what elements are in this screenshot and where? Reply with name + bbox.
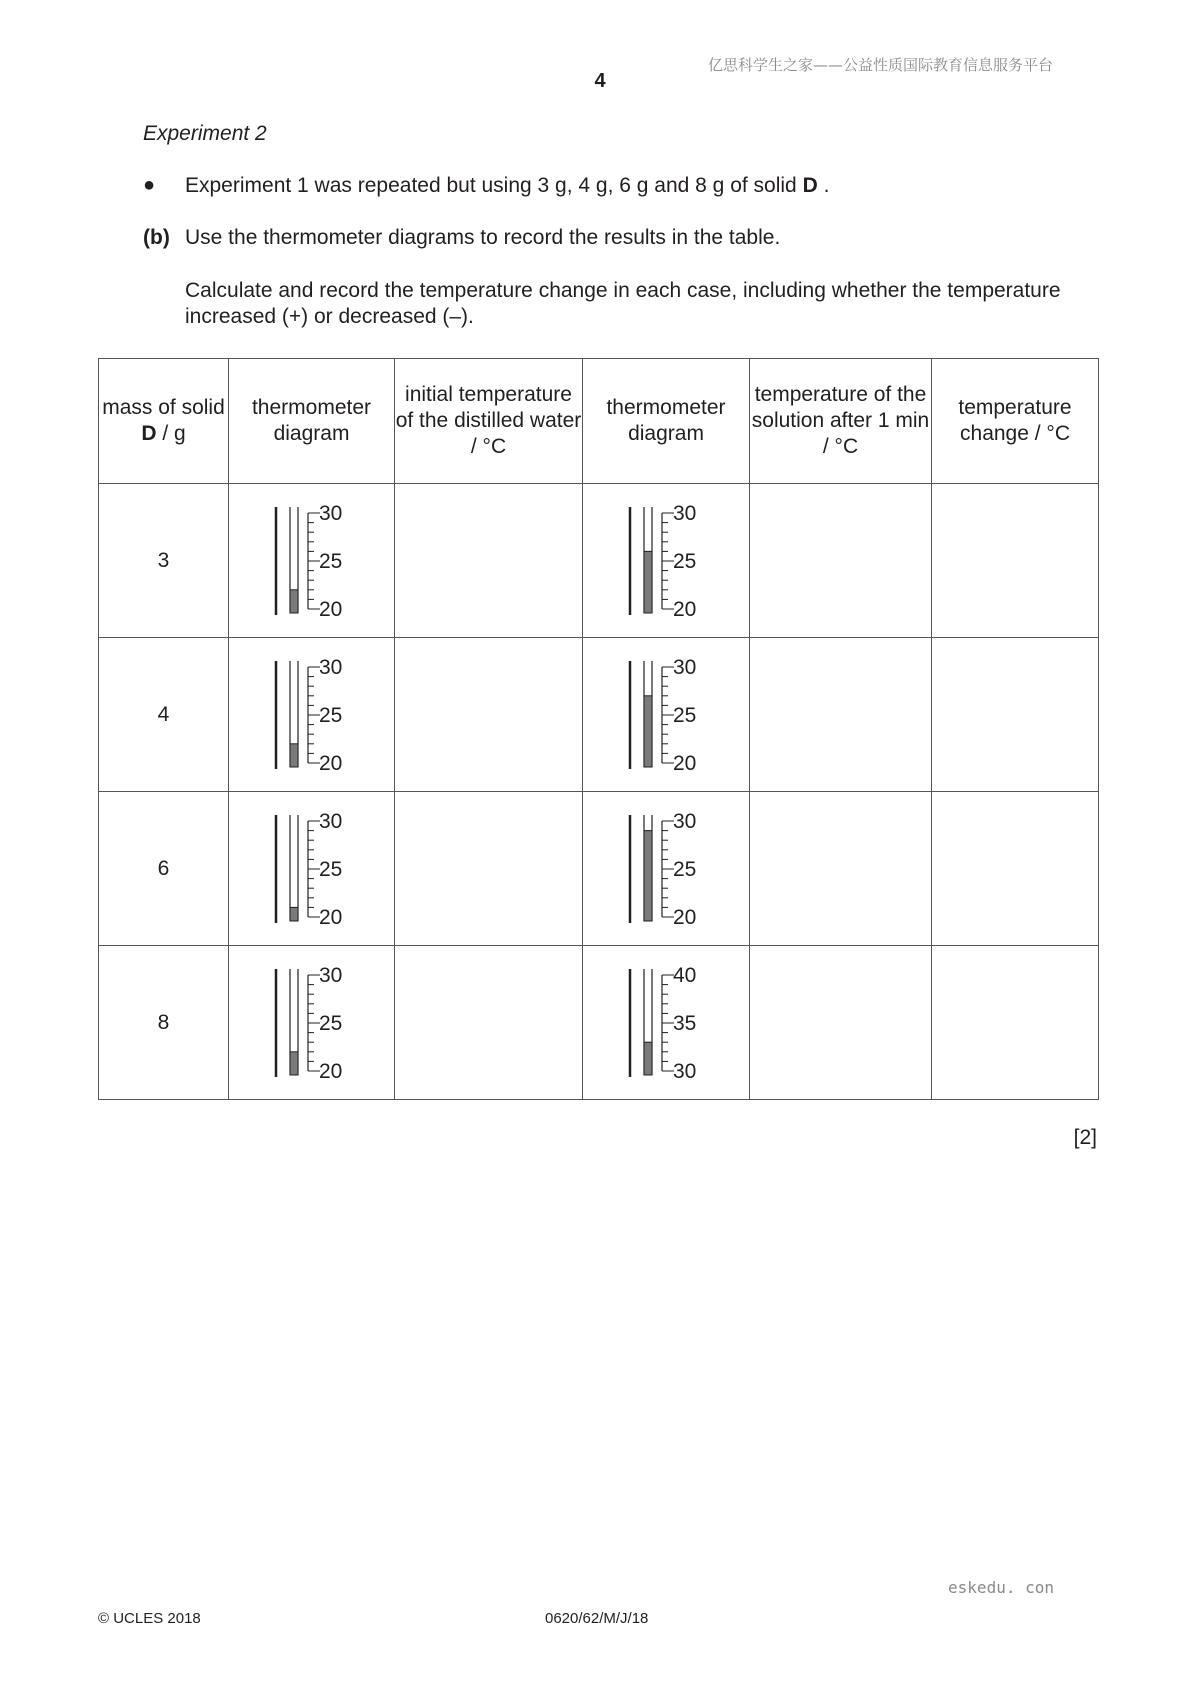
table-row [99,792,1099,946]
initial-temperature-answer[interactable] [395,484,583,638]
thermometer-initial-cell [229,792,395,946]
scale-label: 25 [673,857,697,881]
thermometer-final-4 [626,655,706,775]
scale-label: 20 [318,905,342,929]
mercury-column [644,1042,652,1075]
scale-label: 25 [318,703,342,727]
temperature-change-answer[interactable] [932,792,1099,946]
scale-label: 30 [318,501,342,525]
thermometer-final-cell [583,484,750,638]
scale-label: 20 [673,905,697,929]
mercury-column [290,1051,298,1074]
scale-label: 25 [673,549,697,573]
header-mass-text: mass of solid [102,396,225,419]
scale-label: 30 [318,963,342,987]
header-thermometer-initial: thermometer diagram [229,359,395,484]
thermometer-initial-cell [229,946,395,1100]
mass-cell: 4 [99,638,229,792]
initial-temperature-answer[interactable] [395,946,583,1100]
table-row [99,946,1099,1100]
scale-label: 35 [673,1011,697,1035]
temperature-after-answer[interactable] [750,946,932,1100]
mercury-column [290,907,298,921]
marks-allocation: [2] [1073,1126,1097,1149]
temperature-after-answer[interactable] [750,484,932,638]
initial-temperature-answer[interactable] [395,792,583,946]
mercury-column [290,743,298,766]
mass-cell: 6 [99,792,229,946]
temperature-after-answer[interactable] [750,638,932,792]
thermometer-final-3 [626,501,706,621]
experiment-title: Experiment 2 [143,122,267,145]
mercury-column [644,830,652,920]
mercury-column [644,551,652,613]
thermometer-final-cell [583,946,750,1100]
mercury-column [644,695,652,766]
scale-label: 30 [673,655,697,679]
scale-label: 20 [318,751,342,775]
temperature-change-answer[interactable] [932,638,1099,792]
part-label: (b) [143,226,170,249]
table-header-row [99,359,1099,484]
temperature-change-answer[interactable] [932,484,1099,638]
scale-label: 30 [673,501,697,525]
header-mass-d: D [141,422,157,445]
thermometer-final-6 [626,809,706,929]
header-temperature-after: temperature of the solution after 1 min / °C [750,359,932,484]
scale-label: 30 [318,809,342,833]
experiment-description [185,174,829,198]
scale-label: 40 [673,963,697,987]
mercury-column [290,589,298,612]
scale-label: 20 [673,751,697,775]
mass-cell: 3 [99,484,229,638]
thermometer-initial-cell [229,484,395,638]
scale-label: 30 [673,1059,697,1083]
table-row [99,484,1099,638]
scale-label: 30 [673,809,697,833]
thermometer-final-cell [583,638,750,792]
scale-label: 25 [318,1011,342,1035]
header-initial-temperature: initial temperature of the distilled water / °C [395,359,583,484]
paper-code: 0620/62/M/J/18 [545,1610,649,1627]
initial-temperature-answer[interactable] [395,638,583,792]
page-number: 4 [594,70,606,92]
solid-d-label: D [802,174,818,197]
bullet-icon: ● [143,174,156,196]
thermometer-final-8 [626,963,706,1083]
thermometer-final-cell [583,792,750,946]
experiment-description-end: . [817,174,830,197]
thermometer-initial-cell [229,638,395,792]
header-mass [99,359,229,484]
thermometer-initial-4 [272,655,352,775]
scale-label: 25 [673,703,697,727]
temperature-change-answer[interactable] [932,946,1099,1100]
calculation-instruction: Calculate and record the temperature change in each case, including whether the temperature increased (+) or decreased (–). [185,279,1061,328]
mass-cell: 8 [99,946,229,1100]
experiment-description-text: Experiment 1 was repeated but using 3 g, 4 g, 6 g and 8 g of solid [185,174,803,197]
scale-label: 30 [318,655,342,679]
watermark-text: 亿思科学生之家——公益性质国际教育信息服务平台 [707,56,1053,74]
copyright: © UCLES 2018 [98,1610,201,1627]
results-table [98,358,1099,1100]
scale-label: 25 [318,549,342,573]
scale-label: 20 [673,597,697,621]
scale-label: 20 [318,597,342,621]
scale-label: 20 [318,1059,342,1083]
header-temperature-change: temperature change / °C [932,359,1099,484]
part-instruction: Use the thermometer diagrams to record the results in the table. [185,226,781,249]
thermometer-initial-8 [272,963,352,1083]
temperature-after-answer[interactable] [750,792,932,946]
header-thermometer-final: thermometer diagram [583,359,750,484]
thermometer-initial-6 [272,809,352,929]
scale-label: 25 [318,857,342,881]
site-watermark: eskedu. con [948,1578,1054,1597]
table-row [99,638,1099,792]
thermometer-initial-3 [272,501,352,621]
header-mass-unit: / g [156,422,186,445]
